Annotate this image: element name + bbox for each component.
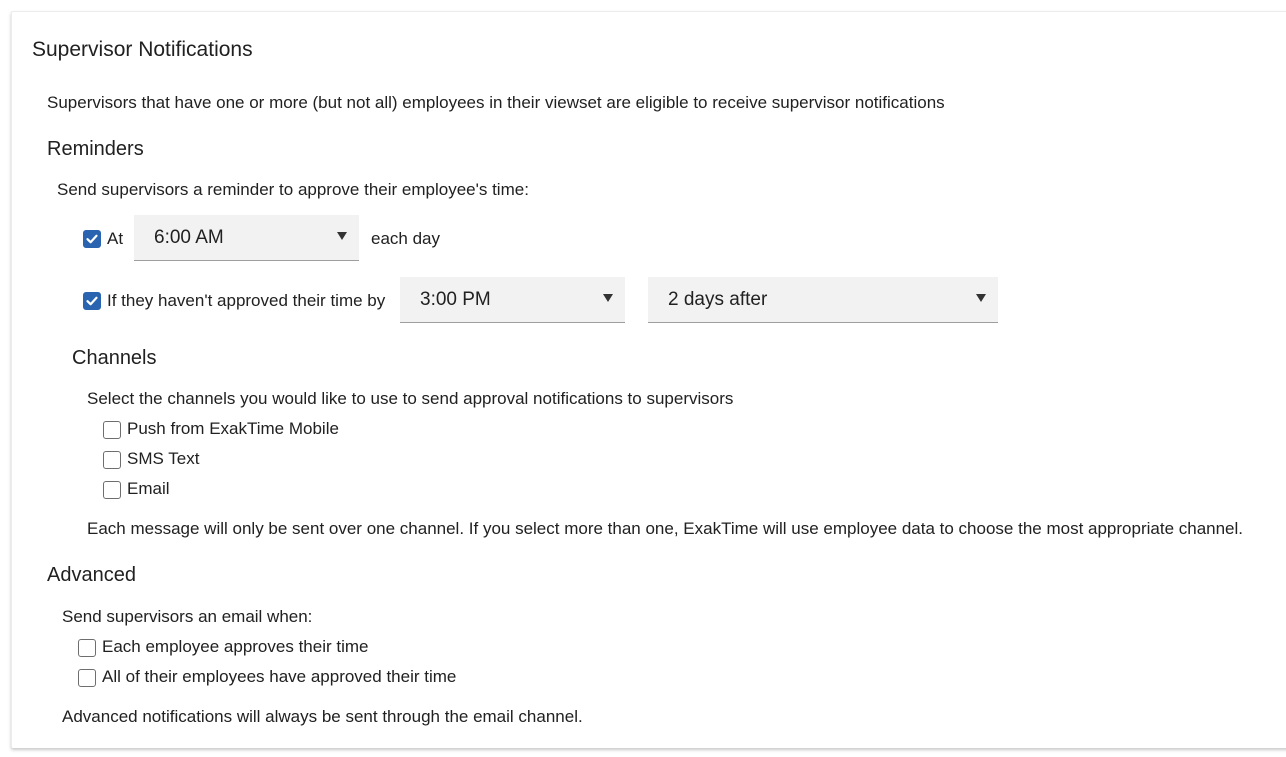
not-approved-time-select[interactable] [400, 277, 625, 323]
section-description: Supervisors that have one or more (but not all) employees in their viewset are eligible to receive supervisor notifications [47, 93, 945, 112]
channel-email-label: Email [127, 479, 170, 498]
advanced-all-employees-label: All of their employees have approved their time [102, 667, 457, 686]
channels-intro: Select the channels you would like to use to send approval notifications to supervisors [87, 389, 734, 408]
not-approved-checkbox[interactable] [83, 292, 101, 310]
advanced-heading: Advanced [47, 564, 136, 586]
channels-heading: Channels [72, 347, 157, 369]
chevron-down-icon [976, 294, 986, 302]
advanced-intro: Send supervisors an email when: [62, 607, 313, 626]
at-suffix: each day [371, 229, 440, 248]
at-checkbox[interactable] [83, 230, 101, 248]
supervisor-notifications-card [11, 11, 1286, 748]
channel-push-label: Push from ExakTime Mobile [127, 419, 339, 438]
advanced-each-employee-checkbox[interactable] [78, 639, 96, 657]
at-time-value: 6:00 AM [154, 227, 224, 248]
at-time-select[interactable] [134, 215, 359, 261]
not-approved-time-value: 3:00 PM [420, 289, 491, 310]
checkmark-icon [85, 294, 99, 308]
at-label: At [107, 229, 124, 248]
chevron-down-icon [603, 294, 613, 302]
channel-email-checkbox[interactable] [103, 481, 121, 499]
reminders-heading: Reminders [47, 138, 144, 160]
section-title: Supervisor Notifications [32, 38, 253, 61]
checkmark-icon [85, 232, 99, 246]
not-approved-label: If they haven't approved their time by [107, 291, 386, 310]
not-approved-offset-value: 2 days after [668, 289, 768, 310]
reminders-intro: Send supervisors a reminder to approve their employee's time: [57, 180, 529, 199]
channel-push-checkbox[interactable] [103, 421, 121, 439]
advanced-each-employee-label: Each employee approves their time [102, 637, 369, 656]
channel-sms-label: SMS Text [127, 449, 200, 468]
channels-note: Each message will only be sent over one channel. If you select more than one, ExakTime will use employee data to choose the most appropriate channel. [87, 519, 1244, 538]
advanced-all-employees-checkbox[interactable] [78, 669, 96, 687]
channel-sms-checkbox[interactable] [103, 451, 121, 469]
chevron-down-icon [337, 232, 347, 240]
advanced-note: Advanced notifications will always be sent through the email channel. [62, 707, 583, 726]
not-approved-offset-select[interactable] [648, 277, 998, 323]
